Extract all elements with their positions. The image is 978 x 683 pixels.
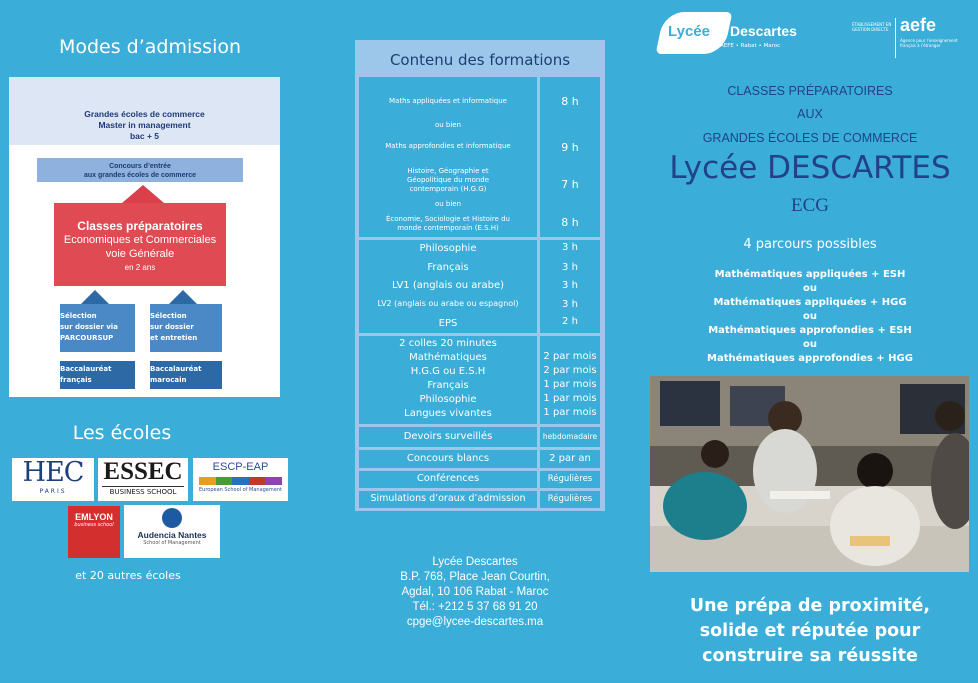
classes-prepa-box (54, 203, 226, 286)
students-photo (650, 376, 969, 572)
audencia-sub: School of Management (143, 540, 201, 546)
escp-sub: European School of Management (199, 487, 282, 493)
option-1: Mathématiques appliquées + ESH (714, 269, 906, 280)
admission-diagram (9, 77, 280, 397)
bac1-l2: français (60, 376, 92, 384)
contact-phone: Tél.: +212 5 37 68 91 20 (412, 601, 538, 613)
hgg-esh-cell (359, 162, 537, 237)
colles-cell (359, 336, 537, 424)
emlyon-name: EMLYON (68, 512, 120, 522)
selection-parcoursup-box (60, 304, 135, 352)
maths1-hours: 8 h (561, 95, 579, 108)
conferences-freq-cell: Régulières (540, 471, 600, 488)
voie-generale-label: voie Générale (105, 248, 175, 260)
option-4: Mathématiques approfondies + HGG (707, 353, 913, 364)
audencia-name: Audencia Nantes (137, 530, 207, 540)
colles-philo: Philosophie (419, 394, 477, 405)
emlyon-logo (68, 506, 120, 558)
concours-box (37, 158, 243, 182)
contact-name: Lycée Descartes (432, 556, 518, 568)
devoirs-freq-cell: hebdomadaire (540, 427, 600, 447)
esh-hours: 8 h (561, 216, 579, 229)
lv2-hours: 3 h (562, 299, 578, 310)
devoirs-cell: Devoirs surveillés (359, 427, 537, 447)
concours-label-2: aux grandes écoles de commerce (83, 172, 197, 179)
essec-sub: BUSINESS SCHOOL (102, 486, 184, 496)
lycee-title: Lycée DESCARTES (669, 150, 951, 186)
aefe-logo: aefe (900, 15, 937, 35)
maths1-label: Maths appliquées et informatique (389, 97, 507, 105)
heading-line-3: GRANDES ÉCOLES DE COMMERCE (702, 131, 918, 145)
ecg-label: ECG (791, 195, 829, 216)
esh-l1: Économie, Sociologie et Histoire du (386, 215, 510, 223)
sel2-l1: Sélection (150, 312, 187, 320)
essec-name: ESSEC (103, 458, 183, 485)
sel2-l3: et entretien (150, 334, 198, 342)
bac-francais-box (60, 361, 135, 389)
lv1-hours: 3 h (562, 280, 578, 291)
freq-francais: 1 par mois (543, 379, 597, 390)
ou1-label: ou bien (434, 121, 462, 129)
audencia-logo (124, 505, 220, 558)
colles-maths: Mathématiques (409, 352, 487, 363)
aefe-subtitle: Agence pour l’enseignement français à l’étranger (900, 38, 958, 48)
maths2-hours: 9 h (561, 141, 579, 154)
heading-line-2: AUX (797, 107, 823, 121)
duree-label: en 2 ans (124, 263, 156, 272)
classes-prepa-label: Classes préparatoires (77, 219, 203, 233)
tagline (645, 594, 975, 669)
option-or: ou (803, 283, 817, 294)
oraux-cell: Simulations d’oraux d’admission (359, 491, 537, 508)
hec-name: HEC (22, 457, 84, 488)
sel1-l2: sur dossier via (60, 323, 118, 331)
lv1-label: LV1 (anglais ou arabe) (391, 280, 505, 291)
escp-name: ESCP-EAP (212, 461, 269, 473)
bac1-l1: Baccalauréat (60, 365, 112, 373)
conferences-cell: Conférences (359, 471, 537, 488)
esh-l2: monde contemporain (E.S.H) (397, 224, 499, 232)
eps-label: EPS (438, 318, 458, 329)
colles-freq-cell (540, 336, 600, 424)
hgg-l3: contemporain (H.G.G) (409, 185, 487, 193)
concours-label-1: Concours d’entrée (109, 163, 171, 170)
oraux-freq-cell: Régulières (540, 491, 600, 508)
students-photo-illustration (650, 376, 969, 572)
option-3: Mathématiques approfondies + ESH (708, 325, 912, 336)
option-or: ou (803, 311, 817, 322)
freq-philo: 1 par mois (543, 393, 597, 404)
lycee-descartes-logo (660, 12, 797, 54)
option-2: Mathématiques appliquées + HGG (713, 297, 907, 308)
contact-address: B.P. 768, Place Jean Courtin, (400, 571, 550, 583)
logo-descartes: Descartes (730, 23, 797, 39)
arrow-up-icon (81, 290, 109, 304)
formations-table (355, 40, 605, 511)
contact-block (360, 555, 590, 630)
bac2-l2: marocain (150, 376, 187, 384)
tagline-3: construire sa réussite (702, 646, 918, 666)
admission-title: Modes d’admission (58, 36, 242, 58)
colles-title: 2 colles 20 minutes (399, 338, 497, 349)
table-title: Contenu des formations (355, 40, 605, 74)
colles-hgg: H.G.G ou E.S.H (410, 366, 486, 377)
francais-label: Français (427, 262, 469, 273)
tagline-2: solide et réputée pour (699, 621, 921, 641)
contact-email-link[interactable]: cpge@lycee-descartes.ma (406, 616, 544, 628)
ecoles-title: Les écoles (72, 422, 172, 444)
colles-langues: Langues vivantes (404, 408, 492, 419)
eps-hours: 2 h (562, 316, 578, 327)
option-or: ou (803, 339, 817, 350)
hgg-esh-hours-cell (540, 162, 600, 237)
hgg-hours: 7 h (561, 178, 579, 191)
sel1-l1: Sélection (60, 312, 97, 320)
hec-sub: PARIS (39, 488, 67, 495)
parcours-title: 4 parcours possibles (743, 237, 877, 252)
maths2-label: Maths approfondies et informatique (385, 142, 511, 150)
logo-lycee: Lycée (668, 23, 710, 40)
freq-maths: 2 par mois (543, 351, 597, 362)
francais-hours: 3 h (562, 262, 578, 273)
bac2-l1: Baccalauréat (150, 365, 202, 373)
hgg-l2: Géopolitique du monde (406, 176, 490, 184)
arrow-up-icon (122, 185, 164, 203)
matieres-hours-cell (540, 240, 600, 333)
master-label: Master in management (98, 120, 191, 130)
autres-ecoles: et 20 autres écoles (75, 569, 181, 582)
aefe-separator (895, 18, 896, 58)
colles-francais: Français (427, 380, 469, 391)
aefe-statut: ÉTABLISSEMENT EN GESTION DIRECTE (852, 22, 892, 32)
freq-hgg: 2 par mois (543, 365, 597, 376)
hgg-l1: Histoire, Géographie et (407, 167, 489, 175)
bac5-label: bac + 5 (129, 131, 160, 141)
eco-commerce-label: Economiques et Commerciales (63, 234, 217, 246)
contact-city: Agdal, 10 106 Rabat - Maroc (401, 586, 549, 598)
concours-blancs-cell: Concours blancs (359, 450, 537, 468)
philo-label: Philosophie (419, 243, 477, 254)
grandes-ecoles-label: Grandes écoles de commerce (84, 109, 205, 119)
emlyon-sub: business school (74, 522, 114, 528)
heading-line-1: CLASSES PRÉPARATOIRES (727, 84, 893, 98)
grandes-ecoles-box (9, 77, 280, 145)
escp-color-bars (199, 477, 282, 485)
selection-entretien-box (150, 304, 222, 352)
freq-langues: 1 par mois (543, 407, 597, 418)
matieres-cell (359, 240, 537, 333)
concours-freq-cell: 2 par an (540, 450, 600, 468)
hec-logo (12, 458, 94, 501)
audencia-emblem-icon (162, 508, 182, 528)
bac-marocain-box (150, 361, 222, 389)
lv2-label: LV2 (anglais ou arabe ou espagnol) (377, 299, 519, 308)
tagline-1: Une prépa de proximité, (689, 596, 931, 616)
escp-logo (193, 458, 288, 501)
logo-sub: AEFE • Rabat • Maroc (720, 43, 781, 49)
sel2-l2: sur dossier (150, 323, 194, 331)
philo-hours: 3 h (562, 242, 578, 253)
essec-logo (98, 458, 188, 501)
sel1-l3: PARCOURSUP (60, 334, 114, 342)
arrow-up-icon (169, 290, 197, 304)
ou2-label: ou bien (434, 200, 462, 208)
